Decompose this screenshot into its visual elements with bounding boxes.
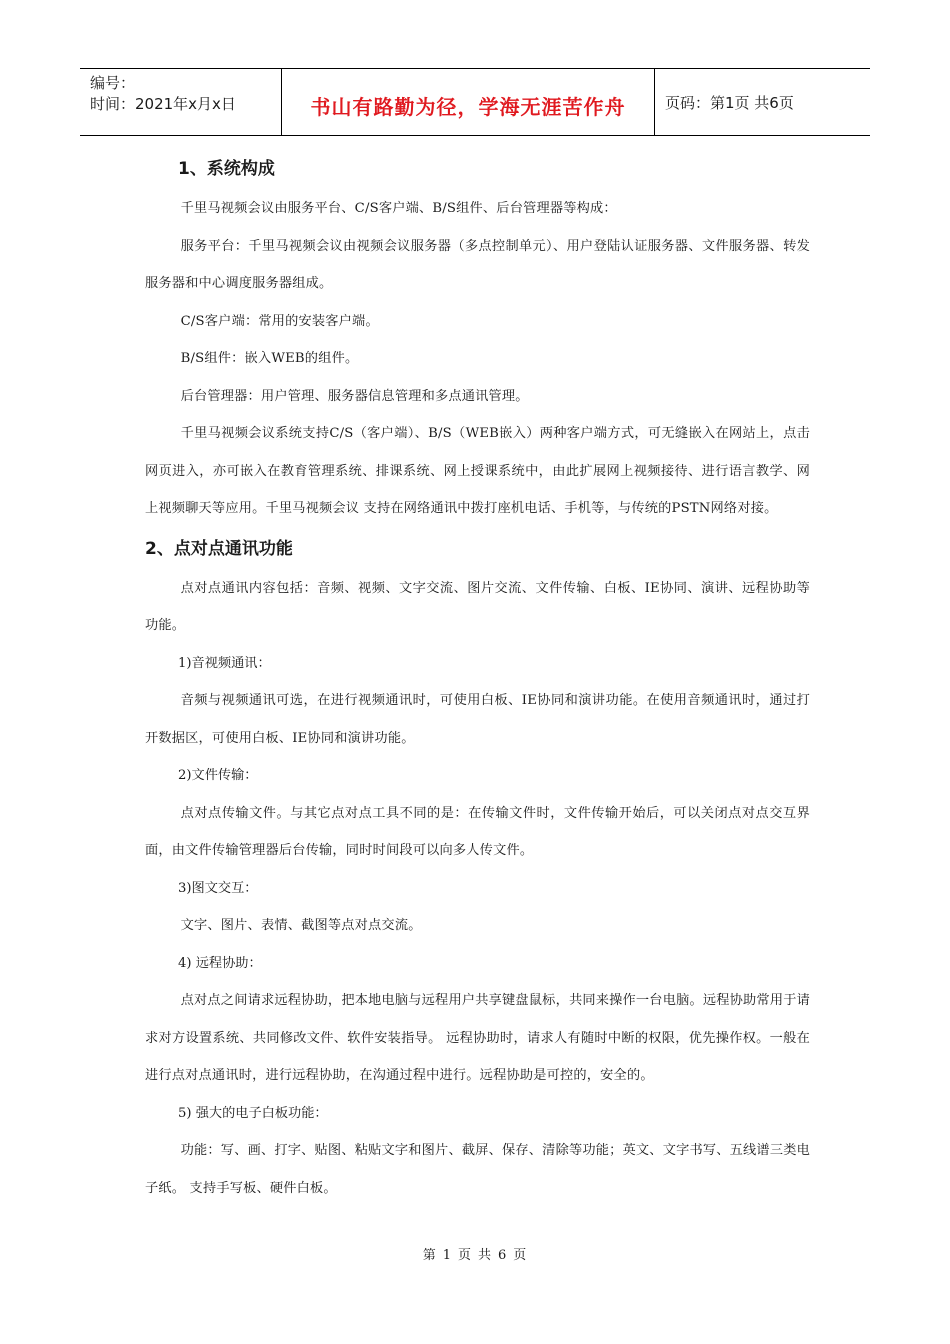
page-footer [0, 1244, 950, 1263]
paragraph: 千里马视频会议由服务平台、C/S客户端、B/S组件、后台管理器等构成： [180, 201, 617, 216]
paragraph: 千里马视频会议系统支持C/S（客户端）、B/S（WEB嵌入）两种客户端方式，可无缝嵌入在网站上，点击网页进入，亦可嵌入在教育管理系统、排课系统、网上授课系统中，由此扩展网上视频接待、进行语言教学、网上视频聊天等应用。千里马视频会议 支持在网络通讯中拨打座机电话、手机等，与传统的PSTN网络对接。 [145, 426, 810, 516]
footer-total-word: 共 [478, 1248, 493, 1263]
footer-page-word: 第 [422, 1248, 437, 1263]
document-body [145, 148, 810, 1207]
paragraph: 后台管理器：用户管理、服务器信息管理和多点通讯管理。 [180, 388, 529, 404]
footer-total-num: 6 [498, 1248, 508, 1263]
footer-page-unit: 页 [457, 1248, 472, 1263]
section-title-1: 1、系统构成 [178, 159, 275, 179]
paragraph: C/S客户端：常用的安装客户端。 [180, 313, 379, 329]
subsection-label: 2)文件传输： [178, 768, 258, 783]
paragraph: B/S组件：嵌入WEB的组件。 [180, 351, 359, 366]
paragraph: 点对点通讯内容包括：音频、视频、文字交流、图片交流、文件传输、白板、IE协同、演讲、远程协助等功能。 [145, 580, 810, 633]
paragraph: 点对点之间请求远程协助，把本地电脑与远程用户共享键盘鼠标，共同来操作一台电脑。远程协助常用于请求对方设置系统、共同修改文件、软件安装指导。 远程协助时，请求人有随时中断的权限，优先操作权。一般在进行点对点通讯时，进行远程协助，在沟通过程中进行。远程协助是可控的，安全的。 [145, 993, 810, 1083]
paragraph: 点对点传输文件。与其它点对点工具不同的是：在传输文件时，文件传输开始后，可以关闭点对点交互界面，由文件传输管理器后台传输，同时时间段可以向多人传文件。 [145, 805, 810, 858]
footer-total-unit: 页 [513, 1248, 528, 1263]
paragraph: 文字、图片、表情、截图等点对点交流。 [180, 918, 422, 933]
number-label: 编号： [90, 74, 136, 92]
header-meta-cell [80, 69, 282, 135]
page-label: 页码：第1页 共6页 [665, 93, 794, 112]
time-label: 时间：2021年x月x日 [90, 95, 236, 113]
subsection-label: 1)音视频通讯： [178, 655, 271, 671]
header-page-cell [655, 69, 870, 135]
header-motto-cell [282, 69, 655, 135]
footer-page-num: 1 [442, 1248, 452, 1263]
subsection-label: 3)图文交互： [178, 880, 258, 896]
paragraph: 功能：写、画、打字、贴图、粘贴文字和图片、截屏、保存、清除等功能；英文、文字书写、五线谱三类电子纸。 支持手写板、硬件白板。 [145, 1143, 810, 1196]
subsection-label: 5) 强大的电子白板功能： [178, 1105, 328, 1121]
motto-text: 书山有路勤为径，学海无涯苦作舟 [310, 94, 626, 119]
paragraph: 音频与视频通讯可选，在进行视频通讯时，可使用白板、IE协同和演讲功能。在使用音频通讯时，通过打开数据区，可使用白板、IE协同和演讲功能。 [145, 693, 810, 746]
paragraph: 服务平台：千里马视频会议由视频会议服务器（多点控制单元）、用户登陆认证服务器、文件服务器、转发服务器和中心调度服务器组成。 [145, 238, 810, 291]
document-header [80, 68, 870, 136]
section-title-2: 2、点对点通讯功能 [145, 538, 293, 559]
subsection-label: 4) 远程协助： [178, 955, 262, 971]
